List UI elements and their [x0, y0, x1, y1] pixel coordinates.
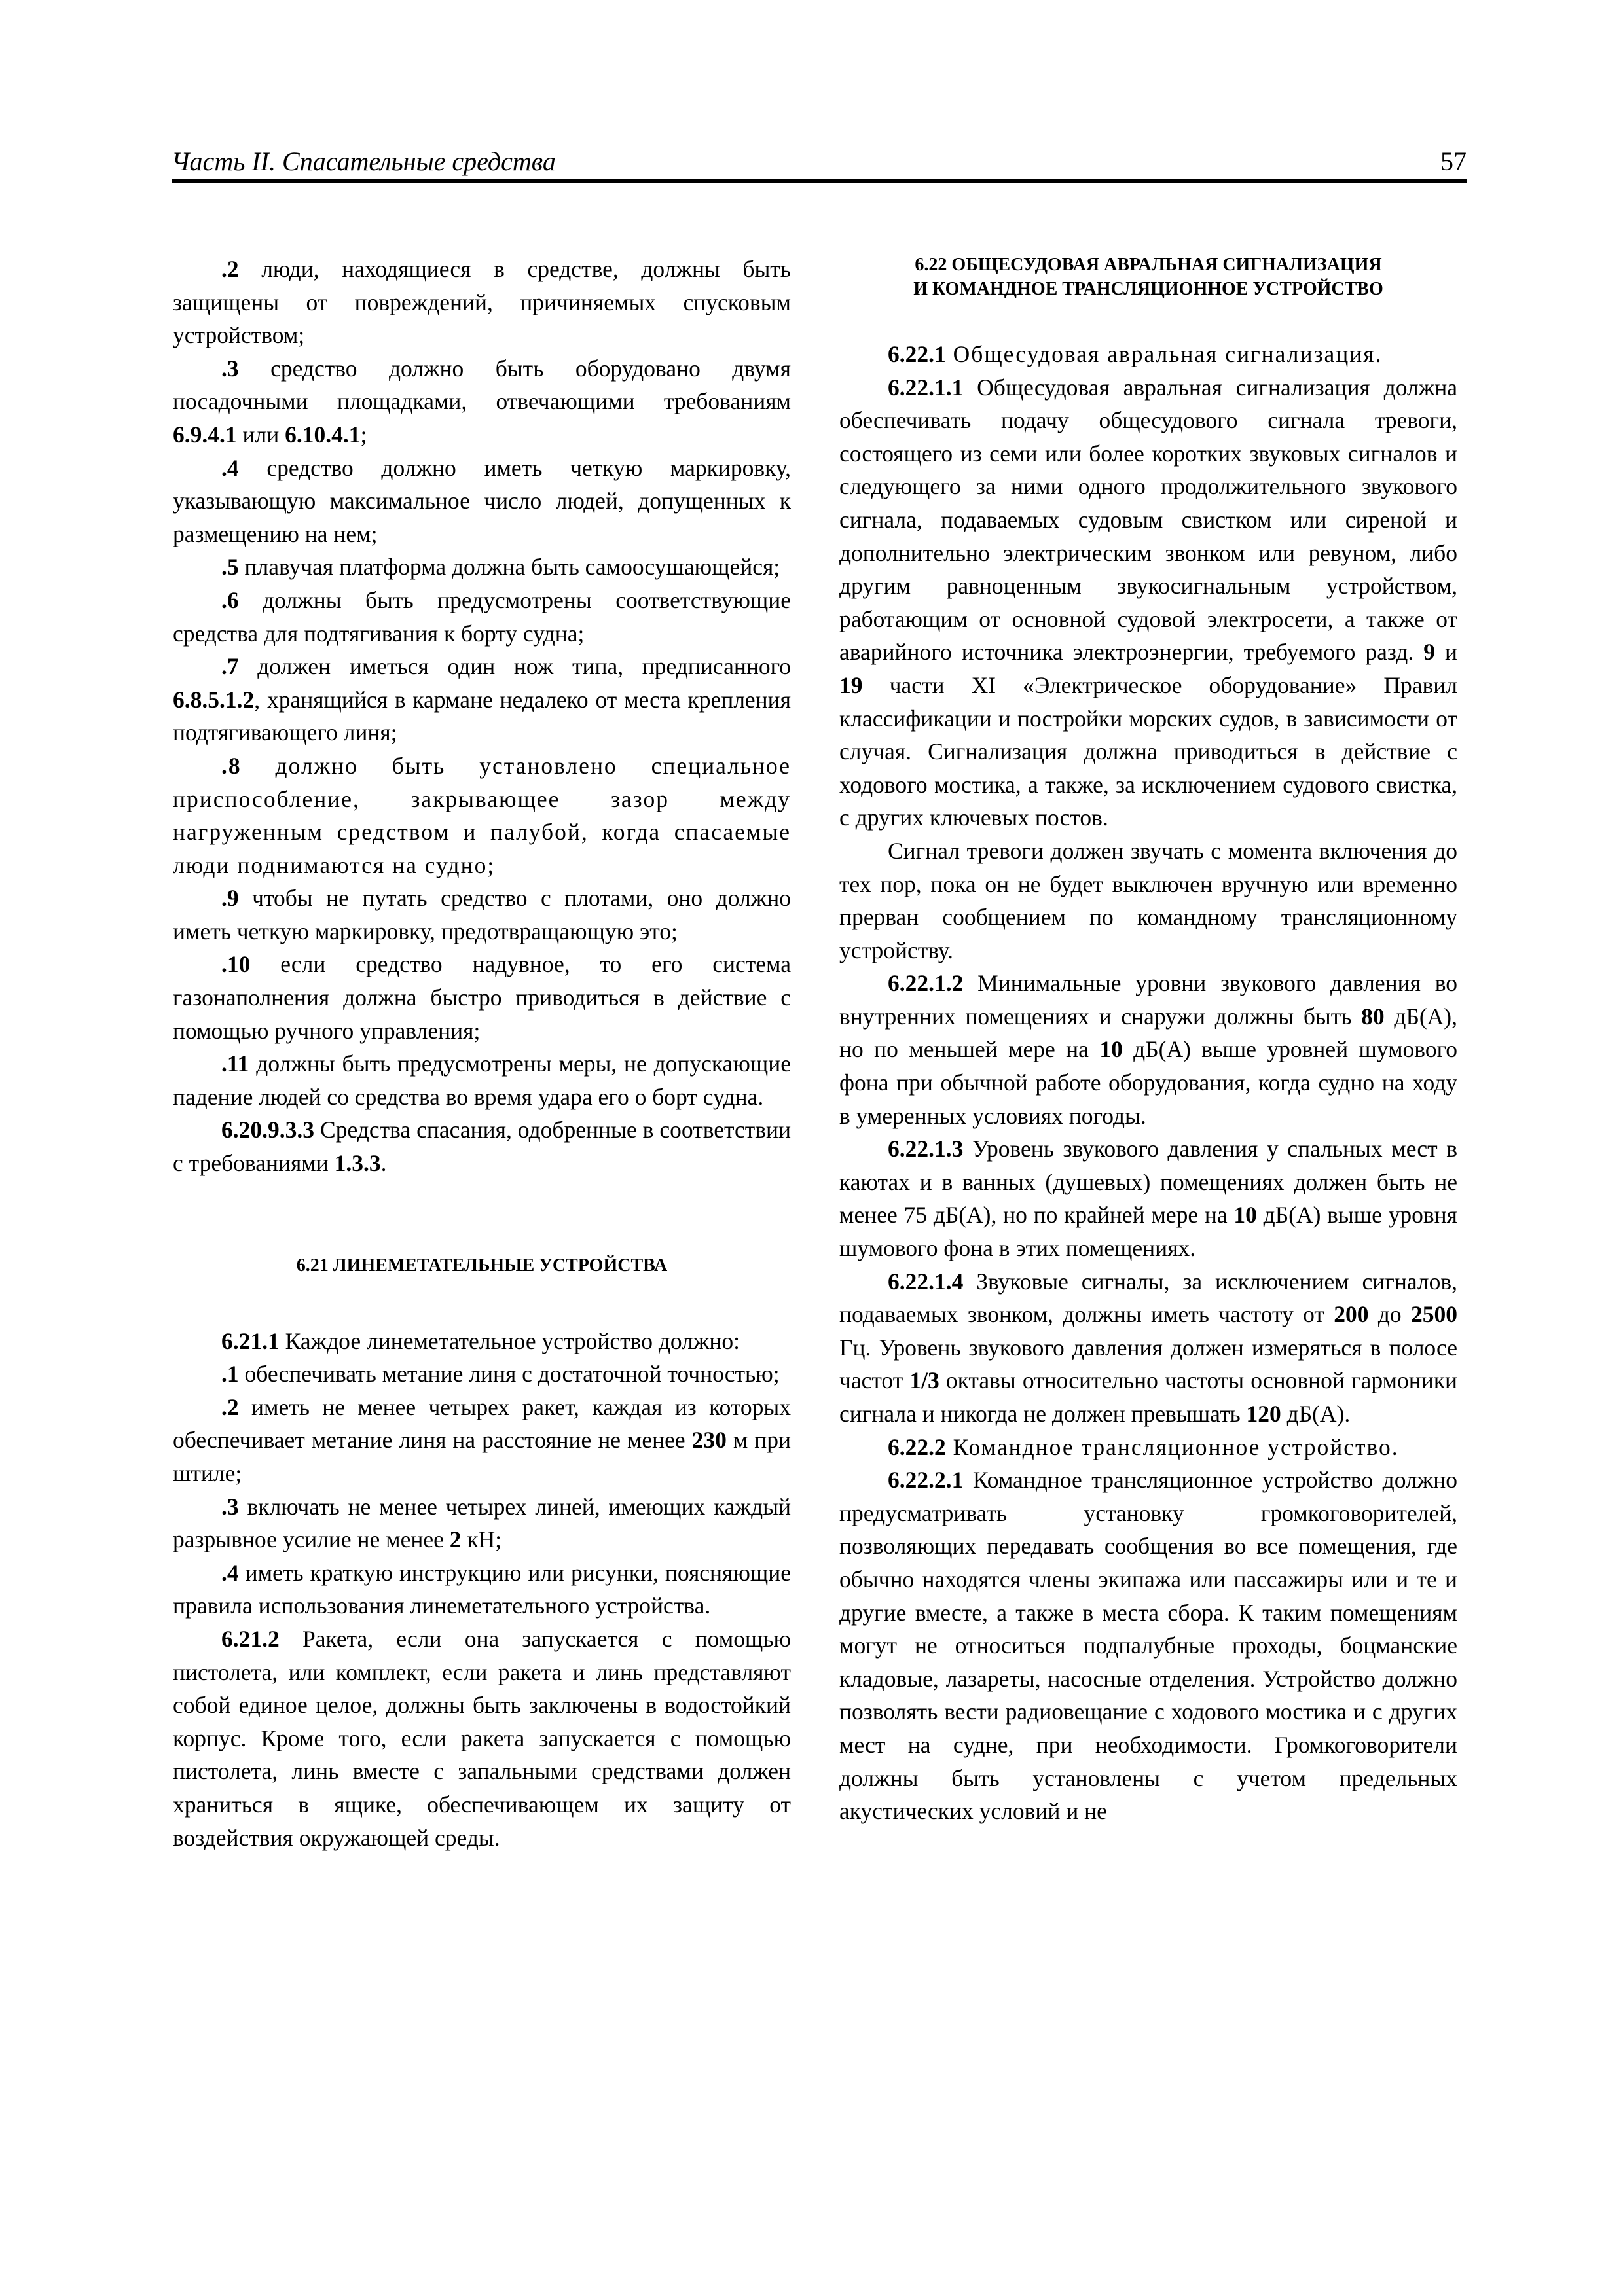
paragraph: .4 средство должно иметь четкую маркировку, указывающую максимальное число людей, допущенных к размещению на нем; — [173, 454, 791, 547]
paragraph: 6.22.1.3 Уровень звукового давления у спальных мест в каютах и в ванных (душевых) помещениях должен быть не менее 75 дБ(А), но по крайней мере на 10 дБ(А) выше уровня шумового фона в этих помещениях. — [839, 1136, 1457, 1262]
paragraph: .3 средство должно быть оборудовано двумя посадочными площадками, отвечающими требованиям 6.9.4.1 или 6.10.4.1; — [173, 355, 791, 448]
paragraph: .9 чтобы не путать средство с плотами, оно должно иметь четкую маркировку, предотвращающую это; — [173, 885, 791, 944]
paragraph: 6.21.2 Ракета, если она запускается с помощью пистолета, или комплект, если ракета и линь представляют собой единое целое, должны быть заключены в водостойкий корпус. Кроме того, если ракета запускается с помощью пистолета, линь вместе с запальными средствами должен храниться в ящике, обеспечивающем их защиту от воздействия окружающей среды. — [173, 1625, 791, 1851]
left-column — [173, 253, 791, 1854]
paragraph: 6.22.1 Общесудовая авральная сигнализация. — [888, 341, 1383, 367]
section-heading-6-21: 6.21 ЛИНЕМЕТАТЕЛЬНЫЕ УСТРОЙСТВА — [296, 1255, 668, 1276]
page-number: 57 — [1440, 147, 1467, 176]
section-heading-6-22: 6.22 ОБЩЕСУДОВАЯ АВРАЛЬНАЯ СИГНАЛИЗАЦИЯ И КОМАНДНОЕ ТРАНСЛЯЦИОННОЕ УСТРОЙСТВО — [913, 255, 1383, 299]
running-header — [172, 143, 1467, 183]
paragraph: 6.21.1 Каждое линеметательное устройство должно: — [221, 1327, 740, 1354]
paragraph: 6.22.1.4 Звуковые сигналы, за исключением сигналов, подаваемых звонком, должны иметь частоту от 200 до 2500 Гц. Уровень звукового давления должен измеряться в полосе частот 1/3 октавы относительно частоты основной гармоники сигнала и никогда не должен превышать 120 дБ(А). — [839, 1268, 1458, 1427]
paragraph: .8 должно быть установлено специальное приспособление, закрывающее зазор между нагруженным средством и палубой, когда спасаемые люди поднимаются на судно; — [173, 752, 791, 878]
paragraph: .7 должен иметься один нож типа, предписанного 6.8.5.1.2, хранящийся в кармане недалеко от места крепления подтягивающего линя; — [173, 653, 791, 746]
header-title: Часть II. Спасательные средства — [172, 147, 556, 176]
right-column — [839, 253, 1457, 1828]
paragraph: .10 если средство надувное, то его система газонаполнения должна быстро приводиться в действие с помощью ручного управления; — [173, 951, 791, 1044]
paragraph: .11 должны быть предусмотрены меры, не допускающие падение людей со средства во время удара его о борт судна. — [173, 1050, 791, 1110]
paragraph: 6.22.2.1 Командное трансляционное устройство должно предусматривать установку громкоговорителей, позволяющих передавать сообщения во все помещения, где обычно находятся члены экипажа или пассажиры или и те и другие вместе, а также в места сбора. К таким помещениям могут не относиться подпалубные проходы, боцманские кладовые, лазареты, насосные отделения. Устройство должно позволять вести радиовещание с ходового мостика и с других мест на судне, при необходимости. Громкоговорители должны быть установлены с учетом предельных акустических условий и не — [839, 1467, 1457, 1825]
paragraph: .5 плавучая платформа должна быть самоосушающейся; — [221, 554, 780, 581]
paragraph: 6.22.2 Командное трансляционное устройство. — [888, 1433, 1399, 1460]
paragraph: 6.20.9.3.3 Средства спасания, одобренные в соответствии с требованиями 1.3.3. — [173, 1117, 791, 1177]
paragraph: .1 обеспечивать метание линя с достаточной точностью; — [221, 1361, 780, 1388]
paragraph: .2 иметь не менее четырех ракет, каждая из которых обеспечивает метание линя на расстояние не менее 230 м при штиле; — [173, 1393, 792, 1486]
paragraph: Сигнал тревоги должен звучать с момента включения до тех пор, пока он не будет выключен вручную или временно прерван сообщением по командному трансляционному устройству. — [839, 837, 1457, 963]
paragraph: .3 включать не менее четырех линей, имеющих каждый разрывное усилие не менее 2 кН; — [173, 1493, 791, 1553]
paragraph: .2 люди, находящиеся в средстве, должны быть защищены от повреждений, причиняемых спусковым устройством; — [173, 256, 791, 349]
paragraph: 6.22.1.2 Минимальные уровни звукового давления во внутренних помещениях и снаружи должны быть 80 дБ(А), но по меньшей мере на 10 дБ(А) выше уровней шумового фона при обычной работе оборудования, когда судно на ходу в умеренных условиях погоды. — [839, 970, 1457, 1129]
paragraph: 6.22.1.1 Общесудовая авральная сигнализация должна обеспечивать подачу общесудового сигнала тревоги, состоящего из семи или более коротких звуковых сигналов и следующего за ними одного продолжительного звукового сигнала, подаваемых судовым свистком или сиреной и дополнительно электрическим звонком или ревуном, либо другим равноценным звукосигнальным устройством, работающим от основной судовой электросети, а также от аварийного источника электроэнергии, требуемого разд. 9 и 19 части XI «Электрическое оборудование» Правил классификации и постройки морских судов, в зависимости от случая. Сигнализация должна приводиться в действие с ходового мостика, а также, за исключением судового свистка, с других ключевых постов. — [839, 374, 1457, 831]
paragraph: .4 иметь краткую инструкцию или рисунки, поясняющие правила использования линеметательного устройства. — [173, 1559, 791, 1619]
paragraph: .6 должны быть предусмотрены соответствующие средства для подтягивания к борту судна; — [173, 586, 791, 647]
